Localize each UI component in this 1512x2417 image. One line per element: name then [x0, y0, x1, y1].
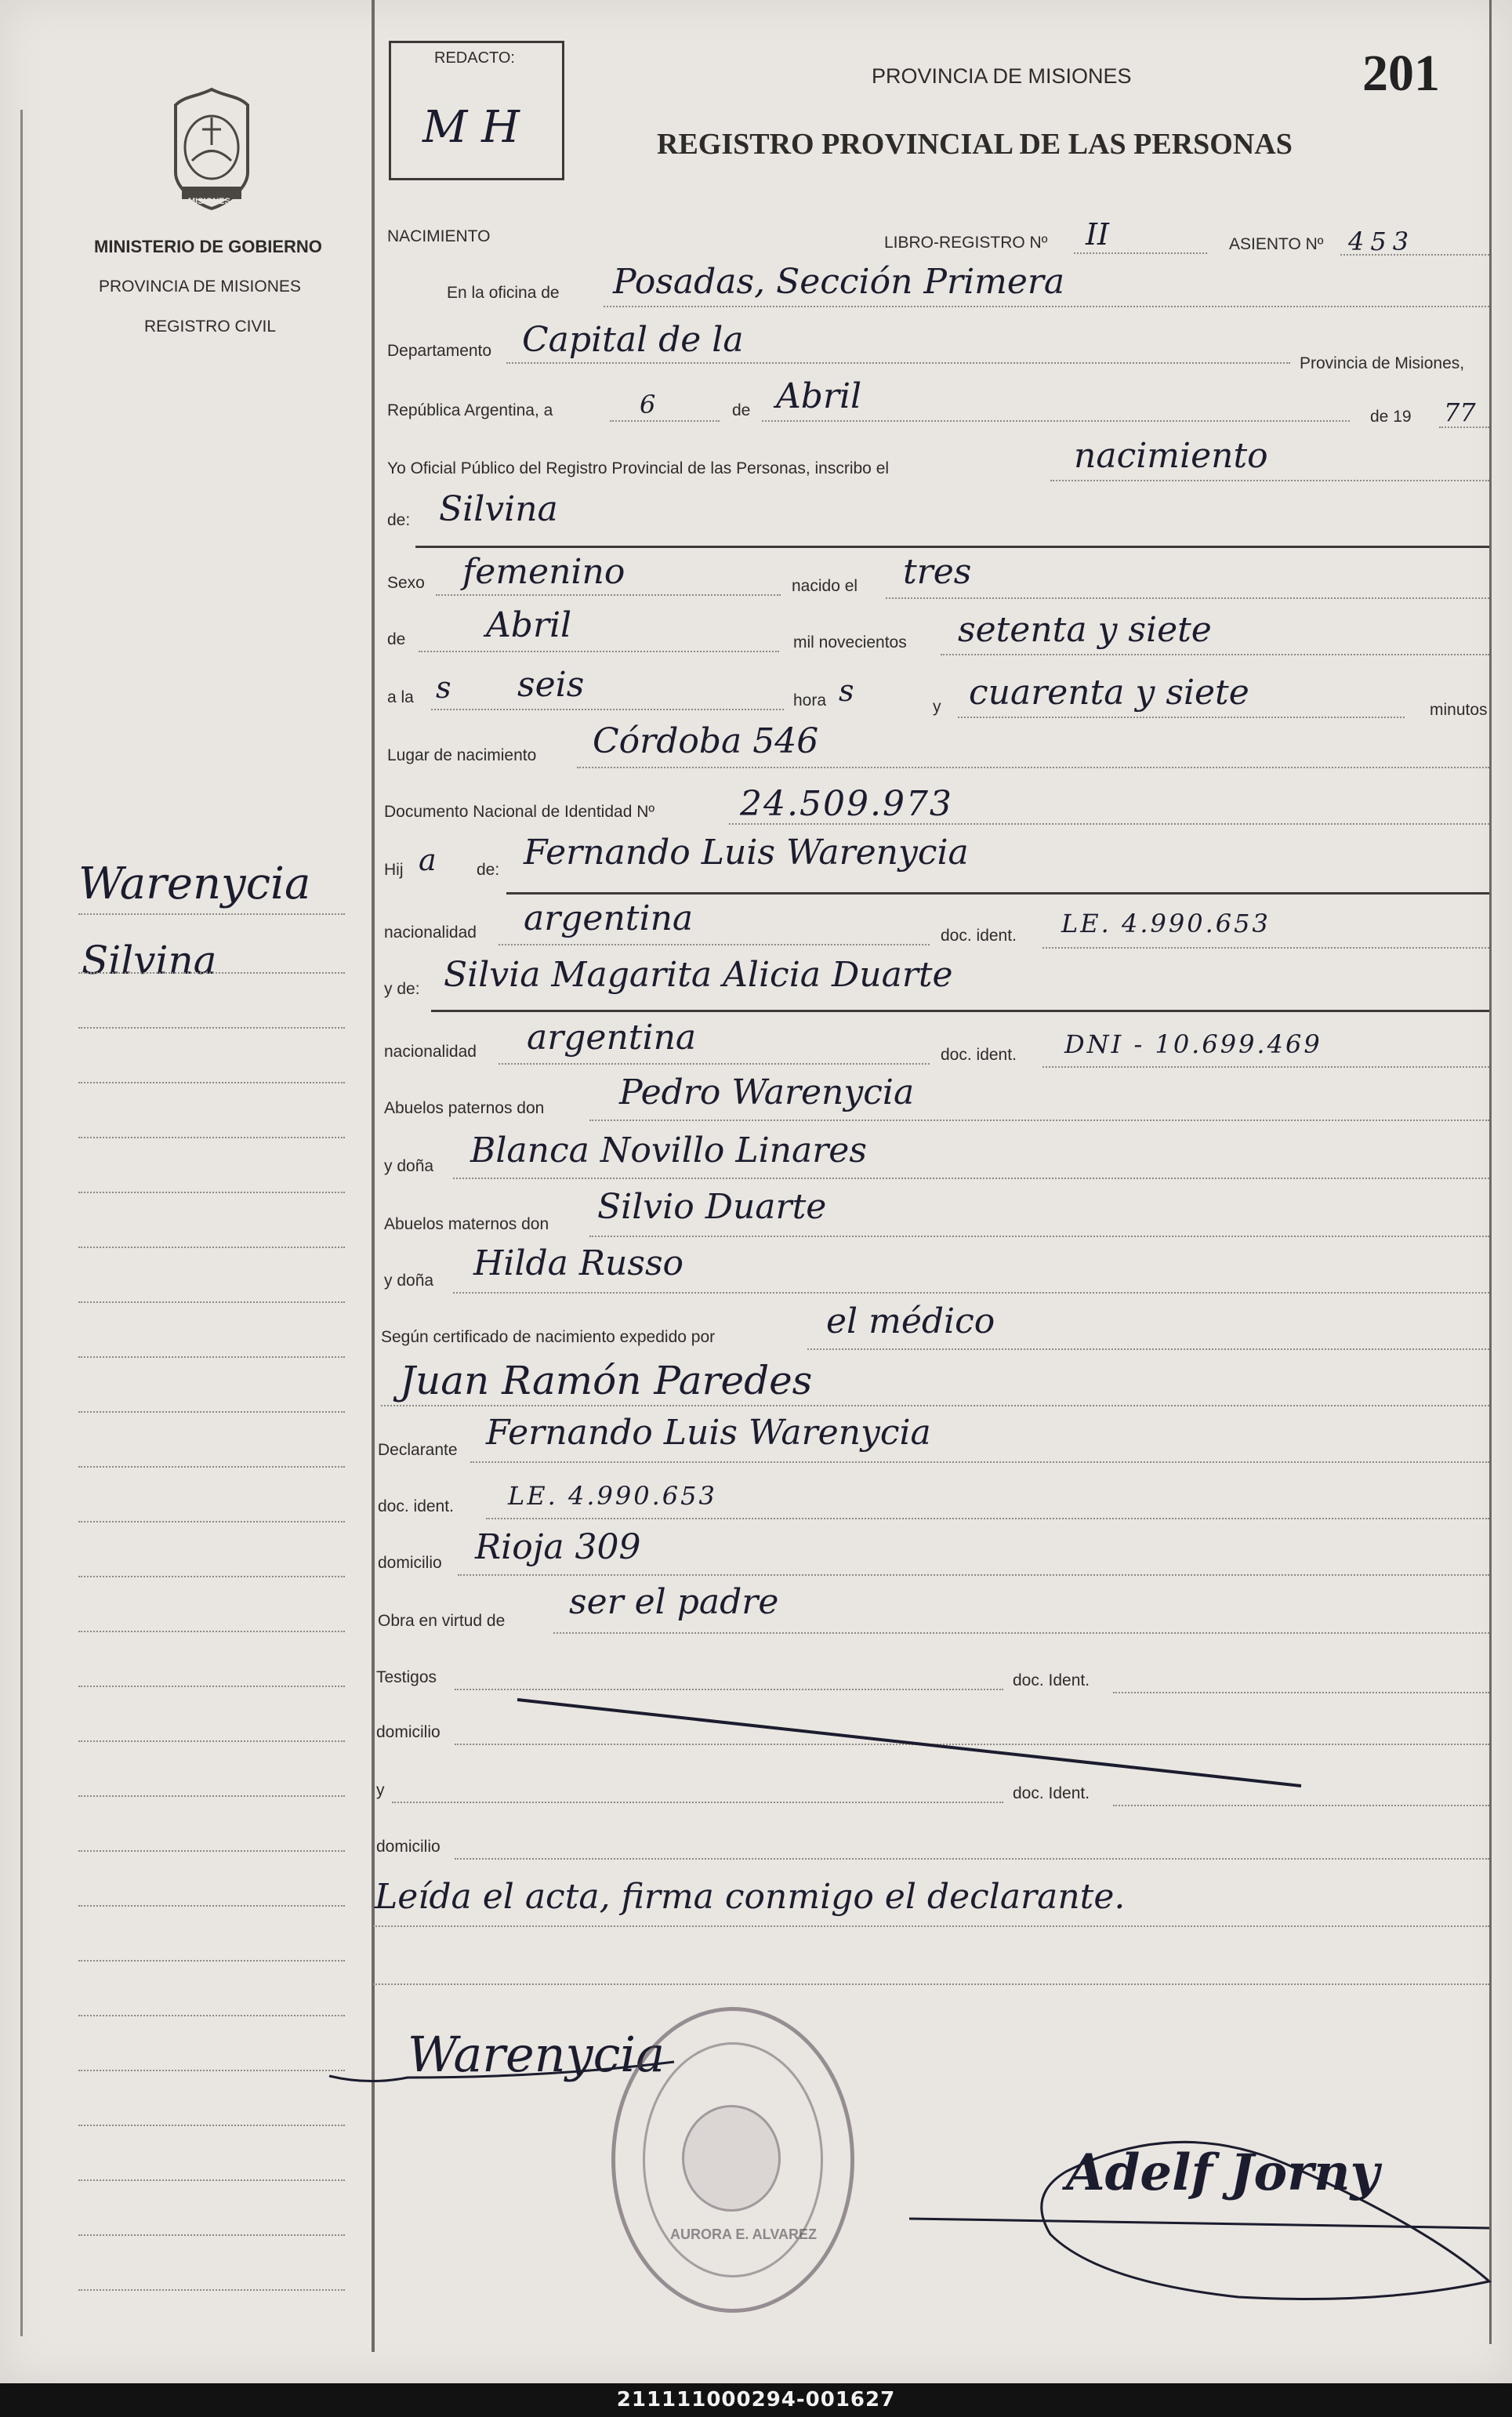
minutos-value: cuarenta y siete — [969, 673, 1249, 713]
madre-doc-label: doc. ident. — [941, 1046, 1017, 1064]
testigos-y-label: y — [376, 1781, 385, 1799]
margin-line — [78, 972, 345, 974]
padre-line — [506, 892, 1489, 895]
margin-line — [78, 1301, 345, 1303]
hij-label: Hij — [384, 861, 404, 879]
oficial-signature: Adelf Jorny — [1066, 2143, 1380, 2202]
testigos-doc2-label: doc. Ident. — [1013, 1784, 1090, 1802]
dni-value: 24.509.973 — [740, 784, 953, 824]
medico-line — [381, 1405, 1489, 1406]
padre-doc-line — [1042, 947, 1489, 949]
declarante-doc-label: doc. ident. — [378, 1497, 454, 1515]
testigos-domicilio2-line — [455, 1858, 1489, 1860]
obra-value: ser el padre — [569, 1582, 779, 1622]
provincia-suffix: Provincia de Misiones, — [1300, 354, 1465, 372]
dia-value: 6 — [640, 390, 656, 419]
registry-title: REGISTRO PROVINCIAL DE LAS PERSONAS — [657, 128, 1293, 161]
declarante-signature: Warenycia — [408, 2026, 665, 2083]
hora-value: seis — [517, 665, 585, 705]
mes-value: Abril — [776, 376, 862, 416]
oficina-value: Posadas, Sección Primera — [613, 262, 1065, 302]
crest-ribbon-text: MISIONES — [188, 197, 230, 206]
province-title: PROVINCIA DE MISIONES — [872, 64, 1132, 88]
nacido-label: nacido el — [792, 577, 858, 595]
y-de-label: y de: — [384, 980, 420, 998]
nacido-line — [886, 597, 1489, 599]
margin-line — [78, 1356, 345, 1358]
redacto-label: REDACTO: — [434, 49, 515, 67]
declarante-doc-line — [486, 1518, 1489, 1519]
padre-nacionalidad-label: nacionalidad — [384, 924, 477, 942]
margin-line — [78, 1576, 345, 1577]
nacido-mes-value: Abril — [486, 605, 572, 645]
obra-line — [553, 1632, 1489, 1634]
ministry-label: MINISTERIO DE GOBIERNO — [94, 237, 322, 256]
nombre-value: Silvina — [439, 489, 558, 529]
nacido-mes-line — [419, 651, 779, 652]
departamento-label: Departamento — [387, 342, 492, 360]
medico-value: Juan Ramón Paredes — [400, 1358, 813, 1403]
stamp-name-text: AURORA E. ALVAREZ — [670, 2226, 817, 2242]
margin-line — [78, 1411, 345, 1413]
margin-line — [78, 2125, 345, 2126]
margin-line — [78, 1960, 345, 1962]
abuelo-materno-line — [589, 1236, 1489, 1237]
margin-line — [78, 1850, 345, 1852]
padre-doc-label: doc. ident. — [941, 927, 1017, 945]
hora-s: s — [839, 673, 854, 708]
margin-line — [78, 1521, 345, 1522]
testigos-line — [455, 1689, 1003, 1690]
margin-line — [78, 1247, 345, 1248]
testigos-domicilio-line — [455, 1744, 1489, 1745]
testigos-doc-line — [1113, 1692, 1489, 1693]
oficina-label: En la oficina de — [447, 284, 560, 302]
asiento-value: 453 — [1348, 227, 1416, 256]
margin-line — [78, 1905, 345, 1907]
testigos-label: Testigos — [376, 1668, 437, 1686]
segun-label: Según certificado de nacimiento expedido por — [381, 1328, 716, 1346]
departamento-line — [506, 362, 1290, 364]
redacto-initials: M H — [422, 102, 520, 153]
madre-doc-line — [1042, 1066, 1489, 1068]
testigos-domicilio2-label: domicilio — [376, 1838, 441, 1856]
abuela-materna-line — [453, 1292, 1489, 1294]
margin-surname: Warenycia — [78, 858, 311, 909]
madre-nacionalidad-label: nacionalidad — [384, 1043, 477, 1061]
segun-value: el médico — [826, 1301, 995, 1341]
declarante-value: Fernando Luis Warenycia — [486, 1413, 931, 1453]
mil-label: mil novecientos — [793, 633, 907, 651]
abuela-paterna: Blanca Novillo Linares — [470, 1130, 867, 1170]
abuelo-paterno-line — [589, 1120, 1489, 1121]
margin-line — [78, 1027, 345, 1029]
testigos-y-line — [392, 1802, 1003, 1803]
y-dona-paterna-label: y doña — [384, 1157, 434, 1175]
de-nombre-label: de: — [387, 511, 411, 529]
madre-value: Silvia Magarita Alicia Duarte — [444, 955, 953, 995]
margin-line — [78, 1631, 345, 1632]
padre-value: Fernando Luis Warenycia — [524, 833, 969, 873]
provincial-crest-icon — [165, 86, 259, 212]
declarante-line — [470, 1461, 1489, 1463]
nacido-value: tres — [903, 552, 972, 592]
madre-nacionalidad: argentina — [527, 1018, 697, 1058]
mil-value: setenta y siete — [958, 610, 1212, 650]
lugar-line — [577, 767, 1489, 768]
nacimiento-label: NACIMIENTO — [387, 227, 491, 245]
margin-given-name: Silvina — [82, 938, 217, 983]
lugar-label: Lugar de nacimiento — [387, 746, 537, 764]
de-label: de — [732, 401, 751, 419]
lugar-value: Córdoba 546 — [593, 721, 819, 761]
domicilio-label: domicilio — [378, 1554, 442, 1572]
inscribo-value: nacimiento — [1074, 436, 1268, 476]
leida-line — [373, 1925, 1489, 1927]
de-mes-label: de — [387, 630, 406, 648]
margin-line — [78, 2070, 345, 2071]
hora-line — [431, 709, 784, 710]
sexo-value: femenino — [462, 552, 625, 592]
departamento-value: Capital de la — [522, 320, 744, 360]
left-border-line — [20, 110, 23, 2336]
margin-line — [78, 1795, 345, 1797]
margin-line — [78, 913, 345, 915]
testigos-doc2-line — [1113, 1805, 1489, 1806]
madre-line — [431, 1010, 1489, 1012]
margin-divider — [372, 0, 375, 2352]
nombre-line — [415, 546, 1489, 548]
testigos-domicilio-label: domicilio — [376, 1723, 441, 1741]
province-label: PROVINCIA DE MISIONES — [99, 278, 301, 296]
a-la-label: a la — [387, 688, 414, 706]
margin-line — [78, 2179, 345, 2181]
minutos-line — [958, 717, 1405, 718]
leida-value: Leída el acta, firma conmigo el declarante. — [375, 1877, 1126, 1917]
padre-doc: LE. 4.990.653 — [1061, 909, 1271, 938]
margin-line — [78, 2289, 345, 2291]
mes-line — [762, 420, 1350, 422]
oficina-line — [604, 306, 1489, 307]
margin-line — [78, 2015, 345, 2016]
stamp-seal-icon — [682, 2105, 781, 2212]
madre-doc: DNI - 10.699.469 — [1064, 1029, 1322, 1059]
sexo-label: Sexo — [387, 574, 425, 592]
domicilio-line — [458, 1574, 1489, 1576]
hora-label: hora — [793, 691, 827, 709]
domicilio-value: Rioja 309 — [475, 1527, 641, 1567]
padre-nacionalidad: argentina — [524, 898, 694, 938]
civil-registry-label: REGISTRO CIVIL — [144, 318, 277, 336]
page-number: 201 — [1362, 45, 1440, 102]
segun-line — [807, 1348, 1489, 1350]
libro-label: LIBRO-REGISTRO Nº — [884, 234, 1048, 252]
blank-line — [373, 1983, 1489, 1985]
sexo-line — [436, 594, 781, 596]
abuela-paterna-line — [453, 1178, 1489, 1179]
madre-nacionalidad-line — [499, 1063, 930, 1065]
margin-line — [78, 1740, 345, 1742]
asiento-label: ASIENTO Nº — [1229, 235, 1324, 253]
testigos-doc-label: doc. Ident. — [1013, 1671, 1090, 1689]
padre-nacionalidad-line — [499, 944, 930, 945]
abuelos-maternos-label: Abuelos maternos don — [384, 1215, 549, 1233]
obra-label: Obra en virtud de — [378, 1612, 506, 1630]
margin-line — [78, 1082, 345, 1083]
abuelo-paterno: Pedro Warenycia — [619, 1072, 915, 1112]
republica-label: República Argentina, a — [387, 401, 553, 419]
declarante-doc: LE. 4.990.653 — [508, 1481, 717, 1511]
official-stamp — [611, 2007, 854, 2313]
yo-oficial-label: Yo Oficial Público del Registro Provincial de las Personas, inscribo el — [387, 459, 890, 477]
archive-id-strip — [0, 2383, 1512, 2417]
margin-line — [78, 1686, 345, 1687]
inscribo-line — [1050, 480, 1489, 481]
abuelo-materno: Silvio Duarte — [597, 1187, 827, 1227]
anio-label: de 19 — [1370, 408, 1412, 426]
dia-line — [610, 420, 720, 422]
abuelos-paternos-label: Abuelos paternos don — [384, 1099, 545, 1117]
y-label: y — [933, 698, 941, 716]
margin-line — [78, 1192, 345, 1193]
a-la-s: s — [436, 670, 451, 705]
anio-value: 77 — [1444, 397, 1476, 427]
dni-label: Documento Nacional de Identidad Nº — [384, 803, 655, 821]
margin-line — [78, 2234, 345, 2236]
hij-suffix: a — [419, 843, 437, 877]
libro-value: II — [1086, 217, 1110, 252]
declarante-label: Declarante — [378, 1441, 458, 1459]
archive-id: 211111000294-001627 — [616, 2388, 896, 2412]
minutos-label: minutos — [1430, 701, 1488, 719]
redacto-box — [389, 41, 564, 180]
mil-line — [941, 654, 1489, 655]
abuela-materna: Hilda Russo — [473, 1243, 684, 1283]
right-border-line — [1489, 0, 1492, 2344]
margin-line — [78, 1466, 345, 1468]
hij-de-label: de: — [477, 861, 500, 879]
libro-line — [1074, 252, 1207, 254]
margin-line — [78, 1137, 345, 1138]
y-dona-materna-label: y doña — [384, 1272, 434, 1290]
